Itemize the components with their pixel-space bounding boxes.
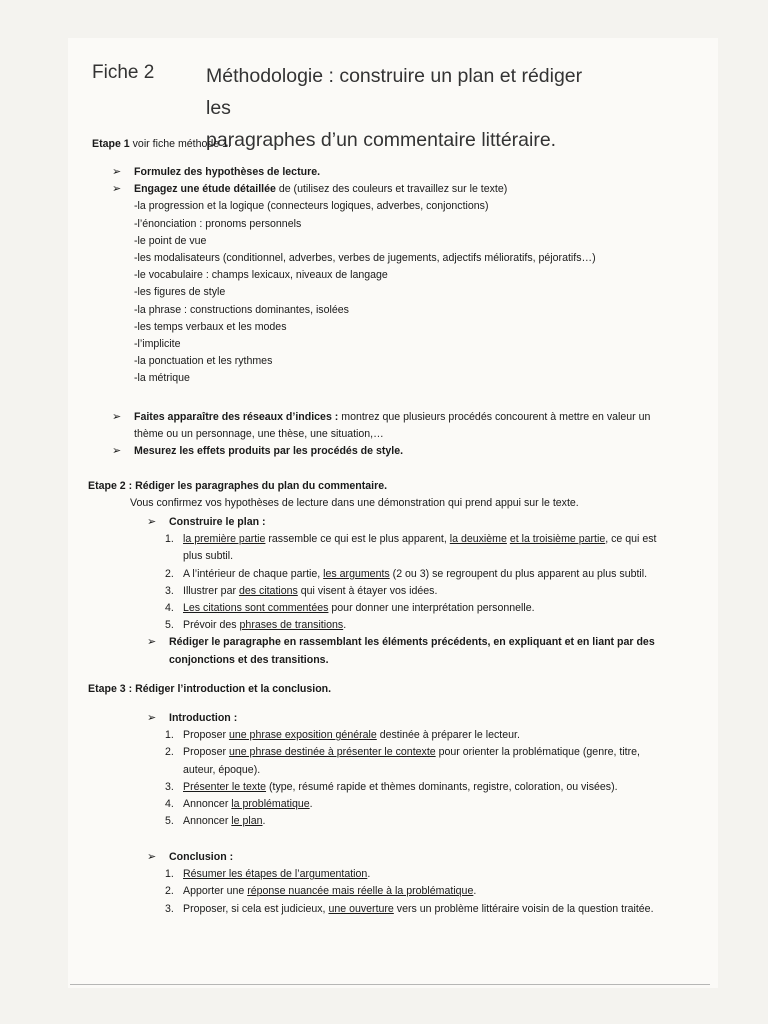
list-item: -les figures de style [134, 286, 226, 299]
arrow-bullet-icon: ➢ [112, 411, 122, 423]
etape2-section [88, 478, 579, 512]
list-item: -la ponctuation et les rythmes [134, 355, 273, 368]
list-item-continuation: plus subtil. [183, 550, 234, 563]
list-item: -la phrase : constructions dominantes, isolées [134, 303, 349, 316]
etape1-bullets [112, 164, 596, 388]
list-item-continuation: auteur, époque). [183, 763, 261, 776]
list-item: 3. Présenter le texte (type, résumé rapide et thèmes dominants, registre, coloration, ou visées). [165, 780, 618, 793]
list-item: -l’énonciation : pronoms personnels [134, 217, 302, 230]
conclusion-heading: ➢ Conclusion : [147, 849, 654, 866]
construire-plan-heading: ➢ Construire le plan : [147, 514, 656, 531]
arrow-bullet-icon: ➢ [147, 712, 157, 724]
list-item: 1. Résumer les étapes de l’argumentation. [165, 868, 371, 881]
arrow-bullet-icon: ➢ [112, 166, 122, 178]
title-line-1: Méthodologie : construire un plan et rédiger les [206, 65, 583, 119]
list-item: 2. Proposer une phrase destinée à présenter le contexte pour orienter la problématique (genre, titre, [165, 746, 640, 759]
list-item: 1. Proposer une phrase exposition générale destinée à préparer le lecteur. [165, 729, 520, 742]
list-item: 3. Illustrer par des citations qui visent à étayer vos idées. [165, 584, 438, 597]
bullet-etude: ➢ Engagez une étude détaillée de (utilisez des couleurs et travaillez sur le texte) [112, 181, 596, 198]
etape3-conclusion [147, 849, 654, 918]
list-item: -les modalisateurs (conditionnel, adverbes, verbes de jugements, adjectifs mélioratifs, péjoratifs…) [134, 252, 596, 265]
arrow-bullet-icon: ➢ [147, 636, 157, 649]
etape2-heading: Etape 2 : Rédiger les paragraphes du plan du commentaire. [88, 480, 388, 492]
list-item: 2. A l’intérieur de chaque partie, les arguments (2 ou 3) se regroupent du plus apparent au plus subtil. [165, 567, 648, 580]
bullet-reseaux-line2: thème ou un personnage, une thèse, une situation,… [134, 428, 384, 441]
list-item: -l’implicite [134, 338, 181, 351]
arrow-bullet-icon: ➢ [147, 851, 157, 863]
conclusion-list [147, 866, 654, 918]
etape3-heading: Etape 3 : Rédiger l’introduction et la conclusion. [88, 683, 332, 695]
title-line-2: paragraphes d’un commentaire littéraire. [206, 129, 557, 151]
etape1-heading [92, 136, 231, 153]
list-item: 1. la première partie rassemble ce qui est le plus apparent, la deuxième et la troisième partie, ce qui est [165, 533, 657, 546]
rediger-paragraphe: ➢ Rédiger le paragraphe en rassemblant les éléments précédents, en expliquant et en liant par des [147, 634, 656, 651]
etape2-plan [147, 514, 656, 669]
list-item: -la métrique [134, 372, 190, 385]
list-item: 2. Apporter une réponse nuancée mais réelle à la problématique. [165, 885, 477, 898]
list-item: -les temps verbaux et les modes [134, 320, 287, 333]
introduction-heading: ➢ Introduction : [147, 710, 640, 727]
etape3-introduction [147, 710, 640, 830]
arrow-bullet-icon: ➢ [147, 516, 157, 528]
list-item: 5. Prévoir des phrases de transitions. [165, 619, 347, 632]
arrow-bullet-icon: ➢ [112, 445, 122, 458]
list-item: 3. Proposer, si cela est judicieux, une ouverture vers un problème littéraire voisin de la question traitée. [165, 902, 654, 915]
page-title [206, 60, 606, 156]
list-item: 5. Annoncer le plan. [165, 815, 266, 828]
bottom-rule [70, 984, 710, 985]
list-item: 4. Annoncer la problématique. [165, 798, 313, 811]
fiche-number: Fiche 2 [92, 62, 155, 83]
list-item: -le vocabulaire : champs lexicaux, niveaux de langage [134, 269, 388, 282]
list-item: 4. Les citations sont commentées pour donner une interprétation personnelle. [165, 602, 535, 615]
bullet-hypotheses: ➢ Formulez des hypothèses de lecture. [112, 164, 596, 181]
rediger-paragraphe-line2: conjonctions et des transitions. [169, 653, 329, 666]
etape1-bullets-2 [112, 409, 650, 461]
bullet-effets: ➢ Mesurez les effets produits par les procédés de style. [112, 443, 650, 460]
etude-list [112, 198, 596, 387]
plan-list [147, 531, 656, 634]
list-item: -la progression et la logique (connecteurs logiques, adverbes, conjonctions) [134, 200, 489, 213]
list-item: -le point de vue [134, 234, 207, 247]
etape1-label: Etape 1 [92, 138, 130, 150]
introduction-list [147, 727, 640, 830]
arrow-bullet-icon: ➢ [112, 183, 122, 196]
bullet-reseaux: ➢ Faites apparaître des réseaux d’indices : montrez que plusieurs procédés concourent à mettre en valeur un [112, 409, 650, 426]
etape1-rest: voir fiche méthode 1. [129, 138, 231, 150]
etape2-intro: Vous confirmez vos hypothèses de lecture dans une démonstration qui prend appui sur le texte. [130, 497, 579, 510]
